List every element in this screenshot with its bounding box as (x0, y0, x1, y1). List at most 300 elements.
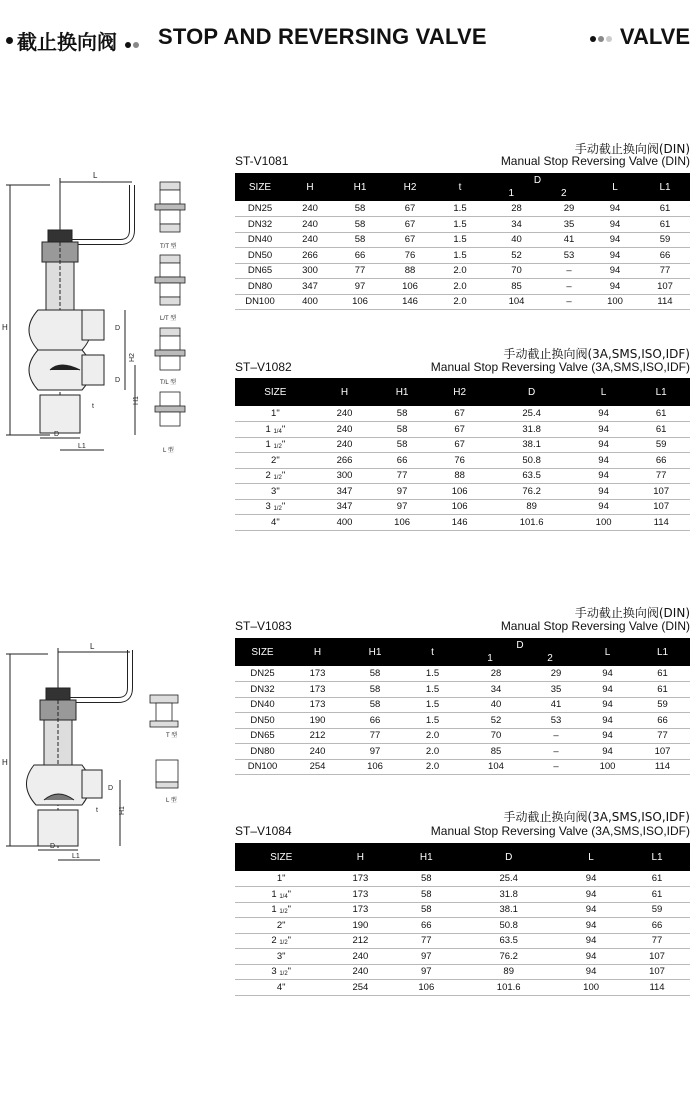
value-cell: 2.0 (405, 744, 460, 760)
value-cell: 61 (640, 217, 690, 233)
dim-D-side: D (115, 325, 121, 332)
table-row (235, 697, 690, 713)
value-cell: 50.8 (488, 453, 574, 469)
title-cn-group (6, 26, 141, 56)
value-cell: 58 (345, 682, 405, 698)
size-cell: 1 $_{1/2}$" (235, 437, 316, 453)
value-cell: – (532, 728, 580, 744)
value-cell: 66 (635, 713, 690, 729)
value-cell: 61 (624, 887, 690, 903)
value-cell: 173 (290, 682, 345, 698)
value-cell: 58 (393, 902, 459, 918)
title-en: STOP AND REVERSING VALVE (158, 24, 487, 49)
value-cell: 66 (640, 248, 690, 264)
value-cell: 100 (558, 980, 624, 996)
value-cell: 300 (316, 468, 374, 484)
dim-t: t (92, 403, 94, 410)
col-header: L1 (655, 386, 667, 398)
value-cell: 100 (575, 515, 633, 531)
value-cell: 104 (460, 759, 532, 775)
value-cell: 1.5 (435, 217, 485, 233)
value-cell: 53 (532, 713, 580, 729)
value-cell: 59 (632, 437, 690, 453)
section-v1082 (235, 345, 690, 530)
value-cell: 66 (632, 453, 690, 469)
value-cell: 89 (488, 499, 574, 515)
value-cell: 94 (590, 217, 640, 233)
value-cell: 76 (431, 453, 489, 469)
size-cell: 3 $_{1/2}$" (235, 499, 316, 515)
size-cell: 1 $_{1/4}$" (235, 422, 316, 438)
size-cell: 4" (235, 515, 316, 531)
size-cell: 2 $_{1/2}$" (235, 468, 316, 484)
value-cell: 97 (373, 499, 431, 515)
col-header: D (528, 386, 536, 398)
value-cell: 173 (290, 666, 345, 682)
size-cell: DN40 (235, 232, 285, 248)
value-cell: 61 (632, 406, 690, 422)
section-v1084 (235, 808, 690, 998)
value-cell: 1.5 (405, 697, 460, 713)
table-row (235, 468, 690, 484)
dim-D-side: D (108, 785, 114, 792)
size-cell: 3" (235, 949, 327, 965)
value-cell: 114 (624, 980, 690, 996)
size-cell: 1 $_{1/2}$" (235, 902, 327, 918)
value-cell: 58 (335, 201, 385, 217)
value-cell: 77 (373, 468, 431, 484)
value-cell: 173 (327, 871, 393, 887)
value-cell: 66 (335, 248, 385, 264)
value-cell: 240 (290, 744, 345, 760)
value-cell: 240 (285, 217, 335, 233)
value-cell: 59 (624, 902, 690, 918)
value-cell: 94 (558, 902, 624, 918)
table-row (235, 744, 690, 760)
table-row (235, 933, 690, 949)
table-row (235, 484, 690, 500)
value-cell: 347 (316, 484, 374, 500)
col-header: L (588, 851, 594, 863)
table-row (235, 871, 690, 887)
col-header: H1 (395, 386, 409, 398)
value-cell: 94 (580, 697, 635, 713)
size-cell: 2 $_{1/2}$" (235, 933, 327, 949)
section-v1083 (235, 604, 690, 784)
value-cell: 100 (580, 759, 635, 775)
value-cell: 107 (632, 484, 690, 500)
col-header: SIZE (264, 386, 287, 398)
value-cell: 114 (635, 759, 690, 775)
value-cell: 40 (485, 232, 548, 248)
title-cn: 截止换向阀 (17, 30, 117, 54)
type-tl (155, 328, 185, 370)
caption-en: Manual Stop Reversing Valve (3A,SMS,ISO,IDF) (430, 360, 690, 374)
col-header: L1 (656, 646, 669, 658)
value-cell: 106 (431, 499, 489, 515)
value-cell: 240 (316, 406, 374, 422)
dim-L: L (90, 642, 95, 651)
value-cell: 190 (327, 918, 393, 934)
value-cell: 1.5 (435, 232, 485, 248)
type-lt (155, 255, 185, 305)
section-label: VALVE (619, 24, 690, 49)
value-cell: 67 (431, 406, 489, 422)
value-cell: 240 (285, 201, 335, 217)
valve-drawing-top (0, 160, 225, 460)
value-cell: 97 (393, 949, 459, 965)
value-cell: – (532, 744, 580, 760)
spec-table (235, 638, 690, 775)
caption-cn: 手动截止换向阀(DIN) (574, 606, 690, 620)
value-cell: 94 (575, 437, 633, 453)
value-cell: 25.4 (488, 406, 574, 422)
size-cell: 2" (235, 453, 316, 469)
value-cell: 29 (532, 666, 580, 682)
dim-H1: H1 (119, 806, 126, 815)
value-cell: – (548, 294, 590, 310)
value-cell: 77 (640, 263, 690, 279)
value-cell: 94 (558, 949, 624, 965)
col-header: D (516, 640, 524, 651)
valve-drawing-bottom (0, 640, 225, 865)
value-cell: 61 (635, 666, 690, 682)
value-cell: 107 (632, 499, 690, 515)
value-cell: 107 (635, 744, 690, 760)
value-cell: 94 (580, 682, 635, 698)
table-row (235, 918, 690, 934)
size-cell: DN32 (235, 682, 290, 698)
dim-D-side2: D (115, 377, 121, 384)
table-row (235, 949, 690, 965)
table-header (235, 843, 690, 871)
col-subheader: 1 (508, 188, 515, 199)
col-header: H2 (453, 386, 467, 398)
table-row (235, 294, 690, 310)
dim-H: H (2, 323, 8, 332)
value-cell: 77 (635, 728, 690, 744)
type-label-l2: L 型 (166, 798, 177, 804)
col-subheader: 2 (560, 188, 567, 199)
table-row (235, 902, 690, 918)
col-header: L1 (659, 181, 671, 193)
value-cell: 77 (632, 468, 690, 484)
value-cell: 400 (285, 294, 335, 310)
value-cell: 61 (624, 871, 690, 887)
size-cell: DN80 (235, 279, 285, 295)
value-cell: 70 (460, 728, 532, 744)
size-cell: DN100 (235, 294, 285, 310)
value-cell: 38.1 (459, 902, 558, 918)
dots-icon (590, 22, 614, 48)
value-cell: 67 (431, 422, 489, 438)
col-header: L (604, 646, 611, 658)
value-cell: 94 (575, 499, 633, 515)
value-cell: 2.0 (435, 279, 485, 295)
type-l2 (156, 760, 178, 788)
value-cell: 77 (624, 933, 690, 949)
value-cell: 107 (624, 964, 690, 980)
value-cell: 97 (373, 484, 431, 500)
col-subheader: 2 (547, 653, 553, 664)
table-row (235, 406, 690, 422)
size-cell: 3" (235, 484, 316, 500)
col-subheader: 1 (487, 653, 493, 664)
value-cell: 107 (640, 279, 690, 295)
col-header: D (533, 175, 542, 186)
value-cell: 2.0 (405, 759, 460, 775)
table-header (235, 378, 690, 406)
dim-D: D (54, 431, 60, 438)
table-row (235, 422, 690, 438)
col-header: SIZE (251, 646, 274, 658)
value-cell: 94 (558, 887, 624, 903)
type-label-l: L 型 (163, 448, 174, 454)
value-cell: 240 (327, 949, 393, 965)
value-cell: 240 (327, 964, 393, 980)
size-cell: DN25 (235, 201, 285, 217)
value-cell: 300 (285, 263, 335, 279)
dim-t: t (96, 807, 98, 814)
value-cell: 254 (327, 980, 393, 996)
table-row (235, 248, 690, 264)
size-cell: DN80 (235, 744, 290, 760)
value-cell: 58 (373, 406, 431, 422)
value-cell: 240 (316, 437, 374, 453)
value-cell: 58 (335, 217, 385, 233)
col-header: H (313, 646, 322, 658)
size-cell: DN50 (235, 713, 290, 729)
caption-cn: 手动截止换向阀(3A,SMS,ISO,IDF) (503, 347, 690, 361)
model-number: ST-V1081 (235, 154, 289, 168)
value-cell: 94 (590, 263, 640, 279)
value-cell: 1.5 (435, 201, 485, 217)
value-cell: 1.5 (405, 713, 460, 729)
value-cell: 41 (548, 232, 590, 248)
size-cell: 4" (235, 980, 327, 996)
value-cell: 240 (316, 422, 374, 438)
value-cell: 106 (385, 279, 435, 295)
value-cell: 94 (590, 279, 640, 295)
table-row (235, 964, 690, 980)
value-cell: – (548, 279, 590, 295)
value-cell: 107 (624, 949, 690, 965)
table-row (235, 682, 690, 698)
value-cell: 146 (431, 515, 489, 531)
table-row (235, 887, 690, 903)
value-cell: 67 (385, 201, 435, 217)
value-cell: 89 (459, 964, 558, 980)
value-cell: 173 (327, 887, 393, 903)
value-cell: 94 (558, 918, 624, 934)
type-label-tt: T/T 型 (160, 244, 177, 250)
value-cell: 94 (580, 713, 635, 729)
size-cell: 3 $_{1/2}$" (235, 964, 327, 980)
value-cell: 66 (373, 453, 431, 469)
value-cell: 85 (460, 744, 532, 760)
value-cell: 58 (335, 232, 385, 248)
value-cell: 35 (548, 217, 590, 233)
size-cell: DN32 (235, 217, 285, 233)
col-header: H (340, 386, 349, 398)
size-cell: DN65 (235, 263, 285, 279)
value-cell: 77 (345, 728, 405, 744)
value-cell: 76.2 (488, 484, 574, 500)
value-cell: 97 (335, 279, 385, 295)
table-row (235, 217, 690, 233)
value-cell: 28 (485, 201, 548, 217)
value-cell: 104 (485, 294, 548, 310)
value-cell: 400 (316, 515, 374, 531)
value-cell: 31.8 (459, 887, 558, 903)
value-cell: 58 (393, 887, 459, 903)
col-header: L (612, 181, 618, 193)
value-cell: 212 (327, 933, 393, 949)
value-cell: 101.6 (488, 515, 574, 531)
value-cell: 77 (335, 263, 385, 279)
dim-L1: L1 (72, 853, 80, 860)
value-cell: 88 (431, 468, 489, 484)
model-number: ST–V1082 (235, 360, 292, 374)
value-cell: 58 (373, 422, 431, 438)
col-header: H1 (368, 646, 382, 658)
value-cell: 97 (345, 744, 405, 760)
type-label-lt: L/T 型 (160, 316, 177, 322)
table-row (235, 232, 690, 248)
table-row (235, 453, 690, 469)
value-cell: 240 (285, 232, 335, 248)
col-header: H1 (353, 181, 367, 193)
value-cell: 76.2 (459, 949, 558, 965)
value-cell: 34 (460, 682, 532, 698)
value-cell: 38.1 (488, 437, 574, 453)
value-cell: 94 (558, 964, 624, 980)
table-header (235, 638, 690, 666)
col-header: SIZE (270, 851, 293, 863)
value-cell: 66 (393, 918, 459, 934)
value-cell: 61 (632, 422, 690, 438)
value-cell: 1.5 (435, 248, 485, 264)
value-cell: 52 (485, 248, 548, 264)
value-cell: 67 (431, 437, 489, 453)
value-cell: 266 (285, 248, 335, 264)
table-row (235, 713, 690, 729)
col-header: L (600, 386, 607, 398)
value-cell: 34 (485, 217, 548, 233)
value-cell: 94 (558, 871, 624, 887)
value-cell: – (548, 263, 590, 279)
type-l (155, 392, 185, 426)
value-cell: 25.4 (459, 871, 558, 887)
spec-table (235, 378, 690, 531)
value-cell: 58 (345, 697, 405, 713)
value-cell: 2.0 (405, 728, 460, 744)
value-cell: 106 (345, 759, 405, 775)
value-cell: 94 (580, 666, 635, 682)
value-cell: 266 (316, 453, 374, 469)
value-cell: 173 (327, 902, 393, 918)
value-cell: 100 (590, 294, 640, 310)
table-row (235, 666, 690, 682)
size-cell: 1" (235, 871, 327, 887)
value-cell: 114 (632, 515, 690, 531)
size-cell: DN50 (235, 248, 285, 264)
type-label-tl: T/L 型 (160, 380, 177, 386)
table-row (235, 499, 690, 515)
value-cell: – (532, 759, 580, 775)
size-cell: DN100 (235, 759, 290, 775)
page-header (0, 22, 700, 54)
value-cell: 1.5 (405, 682, 460, 698)
size-cell: DN25 (235, 666, 290, 682)
col-header: D (505, 851, 513, 863)
caption-cn: 手动截止换向阀(3A,SMS,ISO,IDF) (503, 810, 690, 824)
table-row (235, 728, 690, 744)
dim-H: H (2, 758, 8, 767)
value-cell: 2.0 (435, 294, 485, 310)
value-cell: 94 (580, 744, 635, 760)
caption-cn: 手动截止换向阀(DIN) (574, 142, 690, 156)
model-number: ST–V1084 (235, 824, 292, 838)
value-cell: 31.8 (488, 422, 574, 438)
value-cell: 94 (590, 248, 640, 264)
bullet-icon (6, 37, 13, 44)
value-cell: 63.5 (459, 933, 558, 949)
value-cell: 67 (385, 217, 435, 233)
value-cell: 106 (431, 484, 489, 500)
value-cell: 94 (575, 468, 633, 484)
value-cell: 61 (640, 201, 690, 217)
value-cell: 59 (635, 697, 690, 713)
value-cell: 41 (532, 697, 580, 713)
value-cell: 67 (385, 232, 435, 248)
value-cell: 94 (575, 484, 633, 500)
table-row (235, 980, 690, 996)
value-cell: 173 (290, 697, 345, 713)
table-header (235, 173, 690, 201)
size-cell: DN40 (235, 697, 290, 713)
value-cell: 70 (485, 263, 548, 279)
type-t (150, 695, 178, 727)
value-cell: 50.8 (459, 918, 558, 934)
model-number: ST–V1083 (235, 619, 292, 633)
caption-en: Manual Stop Reversing Valve (3A,SMS,ISO,IDF) (430, 824, 690, 838)
value-cell: 28 (460, 666, 532, 682)
value-cell: 106 (393, 980, 459, 996)
type-label-t: T 型 (166, 733, 178, 739)
col-header: H1 (419, 851, 433, 863)
value-cell: 1.5 (405, 666, 460, 682)
value-cell: 94 (580, 728, 635, 744)
value-cell: 106 (335, 294, 385, 310)
value-cell: 63.5 (488, 468, 574, 484)
value-cell: 114 (640, 294, 690, 310)
col-header-d (460, 638, 580, 666)
section-v1081 (235, 140, 690, 320)
col-header: t (431, 646, 434, 658)
col-header: SIZE (248, 181, 272, 193)
dim-H2: H2 (129, 353, 136, 362)
spec-table (235, 173, 690, 310)
value-cell: 66 (345, 713, 405, 729)
dim-L: L (93, 171, 98, 180)
value-cell: 61 (635, 682, 690, 698)
value-cell: 35 (532, 682, 580, 698)
col-header: H (356, 851, 364, 863)
value-cell: 29 (548, 201, 590, 217)
value-cell: 347 (316, 499, 374, 515)
value-cell: 94 (575, 422, 633, 438)
